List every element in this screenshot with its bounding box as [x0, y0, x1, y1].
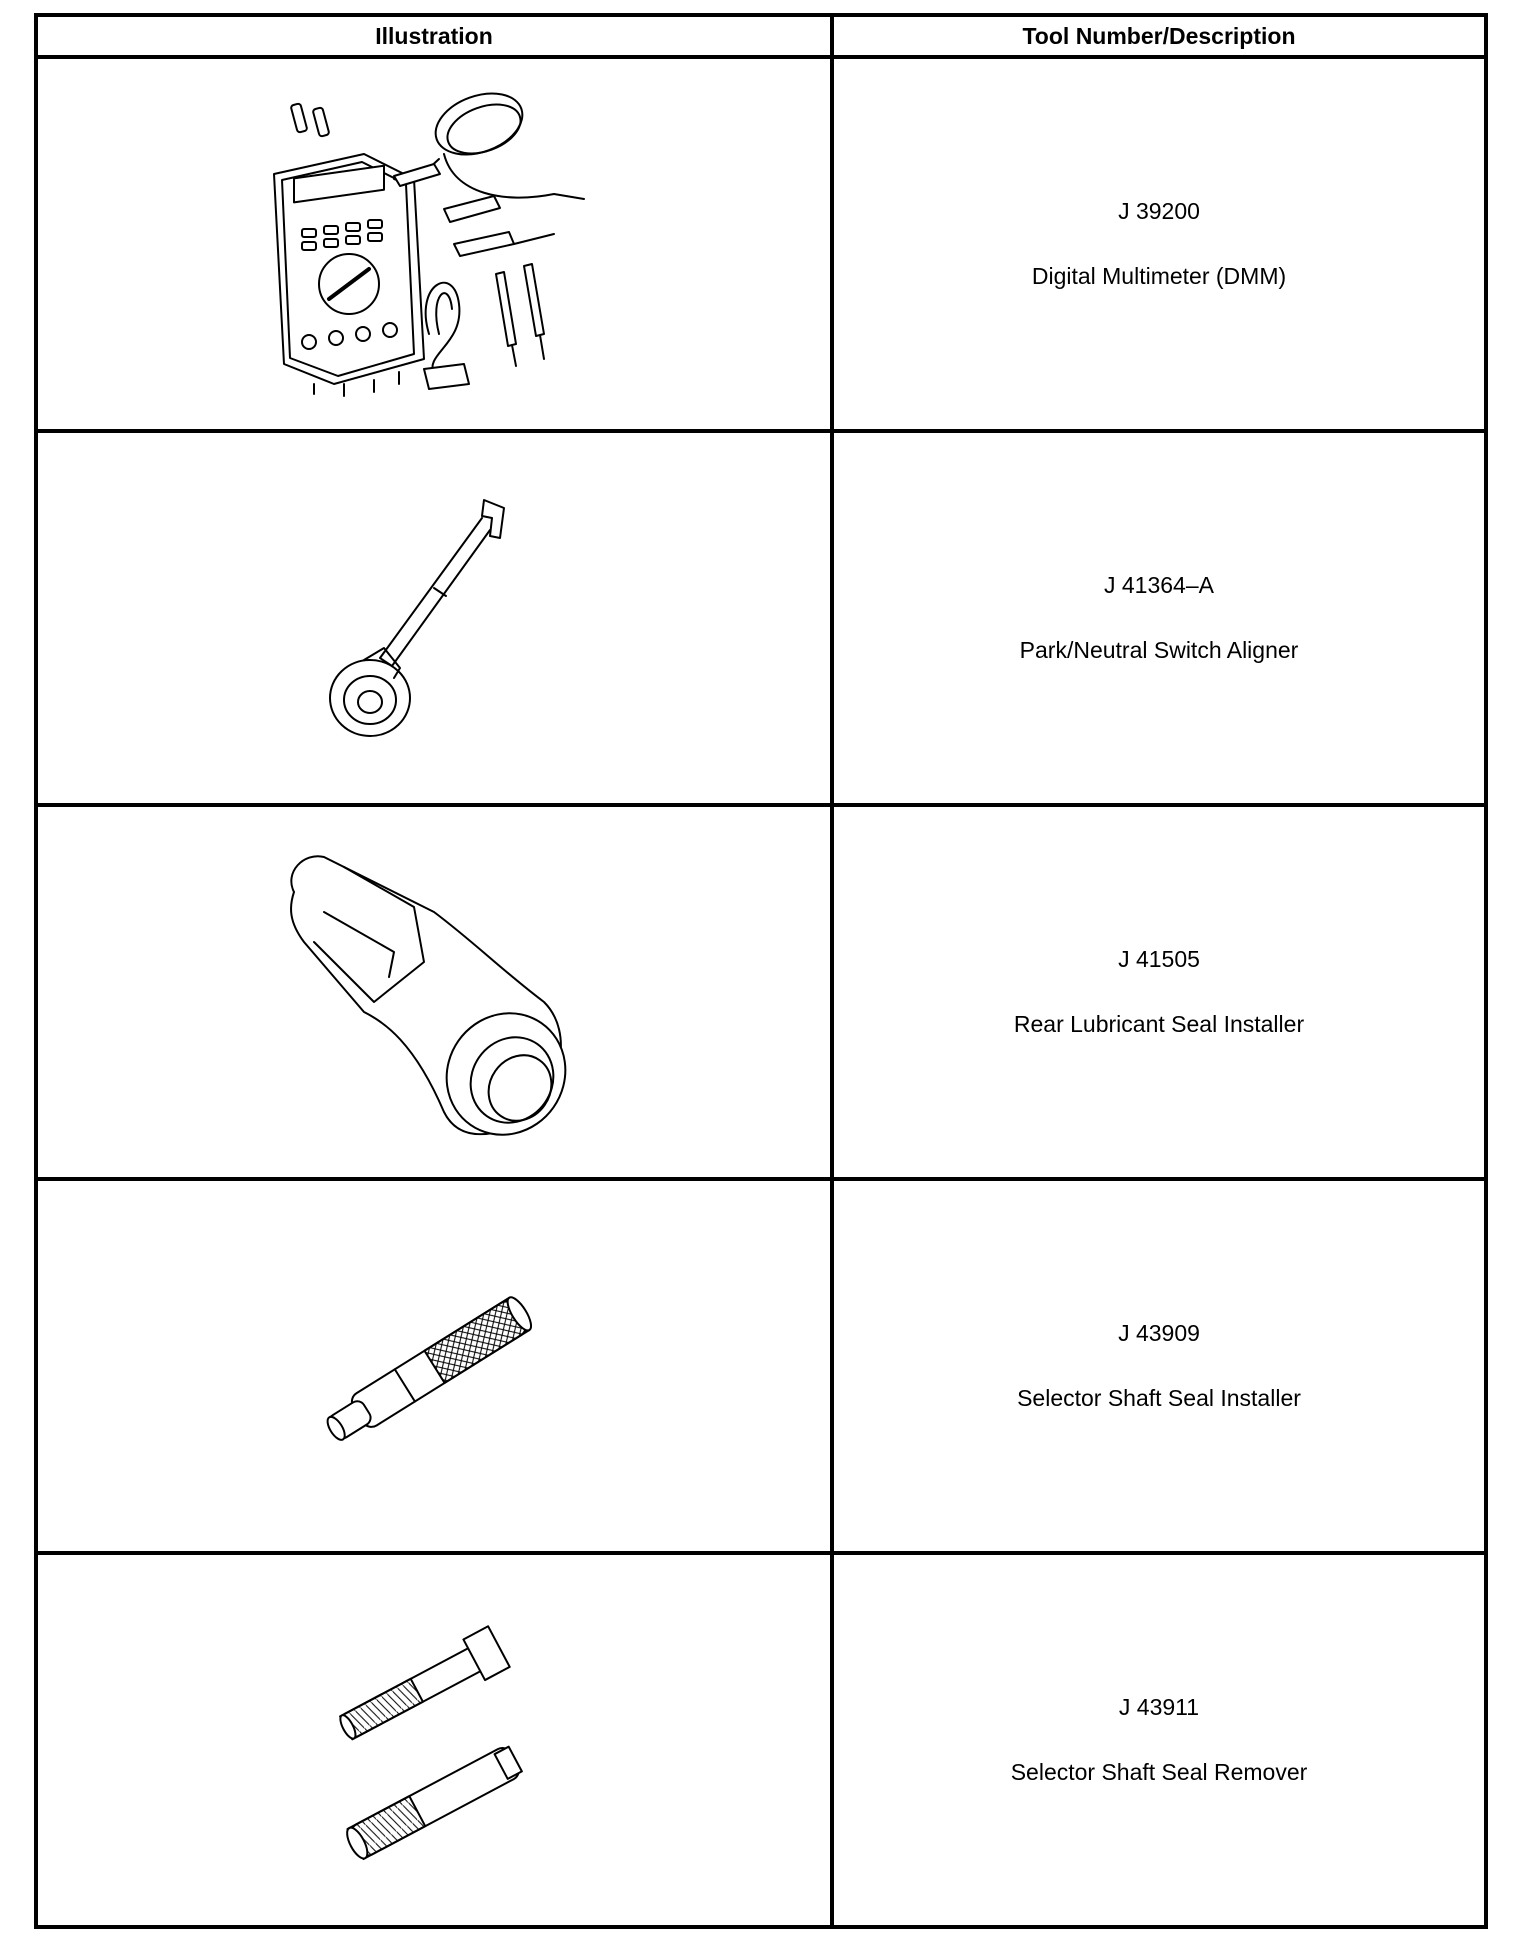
table-row	[36, 431, 1486, 805]
tool-number: J 41364–A	[1104, 572, 1214, 598]
tool-description: Park/Neutral Switch Aligner	[1019, 637, 1299, 663]
table-row	[36, 1553, 1486, 1927]
description-cell	[832, 431, 1486, 805]
description-cell	[832, 1553, 1486, 1927]
header-illustration: Illustration	[36, 15, 832, 57]
illustration-cell	[36, 57, 832, 431]
table-row	[36, 1179, 1486, 1553]
tool-number: J 41505	[1118, 946, 1200, 972]
tool-description: Digital Multimeter (DMM)	[1031, 263, 1287, 289]
description-cell	[832, 1179, 1486, 1553]
table-row	[36, 805, 1486, 1179]
tool-description: Selector Shaft Seal Remover	[1010, 1759, 1308, 1785]
digital-multimeter-icon	[254, 84, 614, 404]
tool-number: J 39200	[1118, 198, 1200, 224]
illustration-cell	[36, 1553, 832, 1927]
description-cell	[832, 805, 1486, 1179]
tool-description: Selector Shaft Seal Installer	[1017, 1385, 1301, 1411]
illustration-cell	[36, 1179, 832, 1553]
shaft-seal-installer-icon	[304, 1276, 564, 1456]
shaft-seal-remover-icon	[314, 1610, 554, 1870]
seal-installer-icon	[274, 842, 594, 1142]
switch-aligner-icon	[304, 488, 564, 748]
illustration-cell	[36, 431, 832, 805]
tool-description: Rear Lubricant Seal Installer	[1013, 1011, 1305, 1037]
illustration-cell	[36, 805, 832, 1179]
tool-number: J 43909	[1118, 1320, 1200, 1346]
table-row	[36, 57, 1486, 431]
header-tool-description: Tool Number/Description	[832, 15, 1486, 57]
table-header-row	[36, 15, 1486, 57]
tool-table	[34, 13, 1488, 1929]
tool-number: J 43911	[1118, 1694, 1200, 1720]
description-cell	[832, 57, 1486, 431]
